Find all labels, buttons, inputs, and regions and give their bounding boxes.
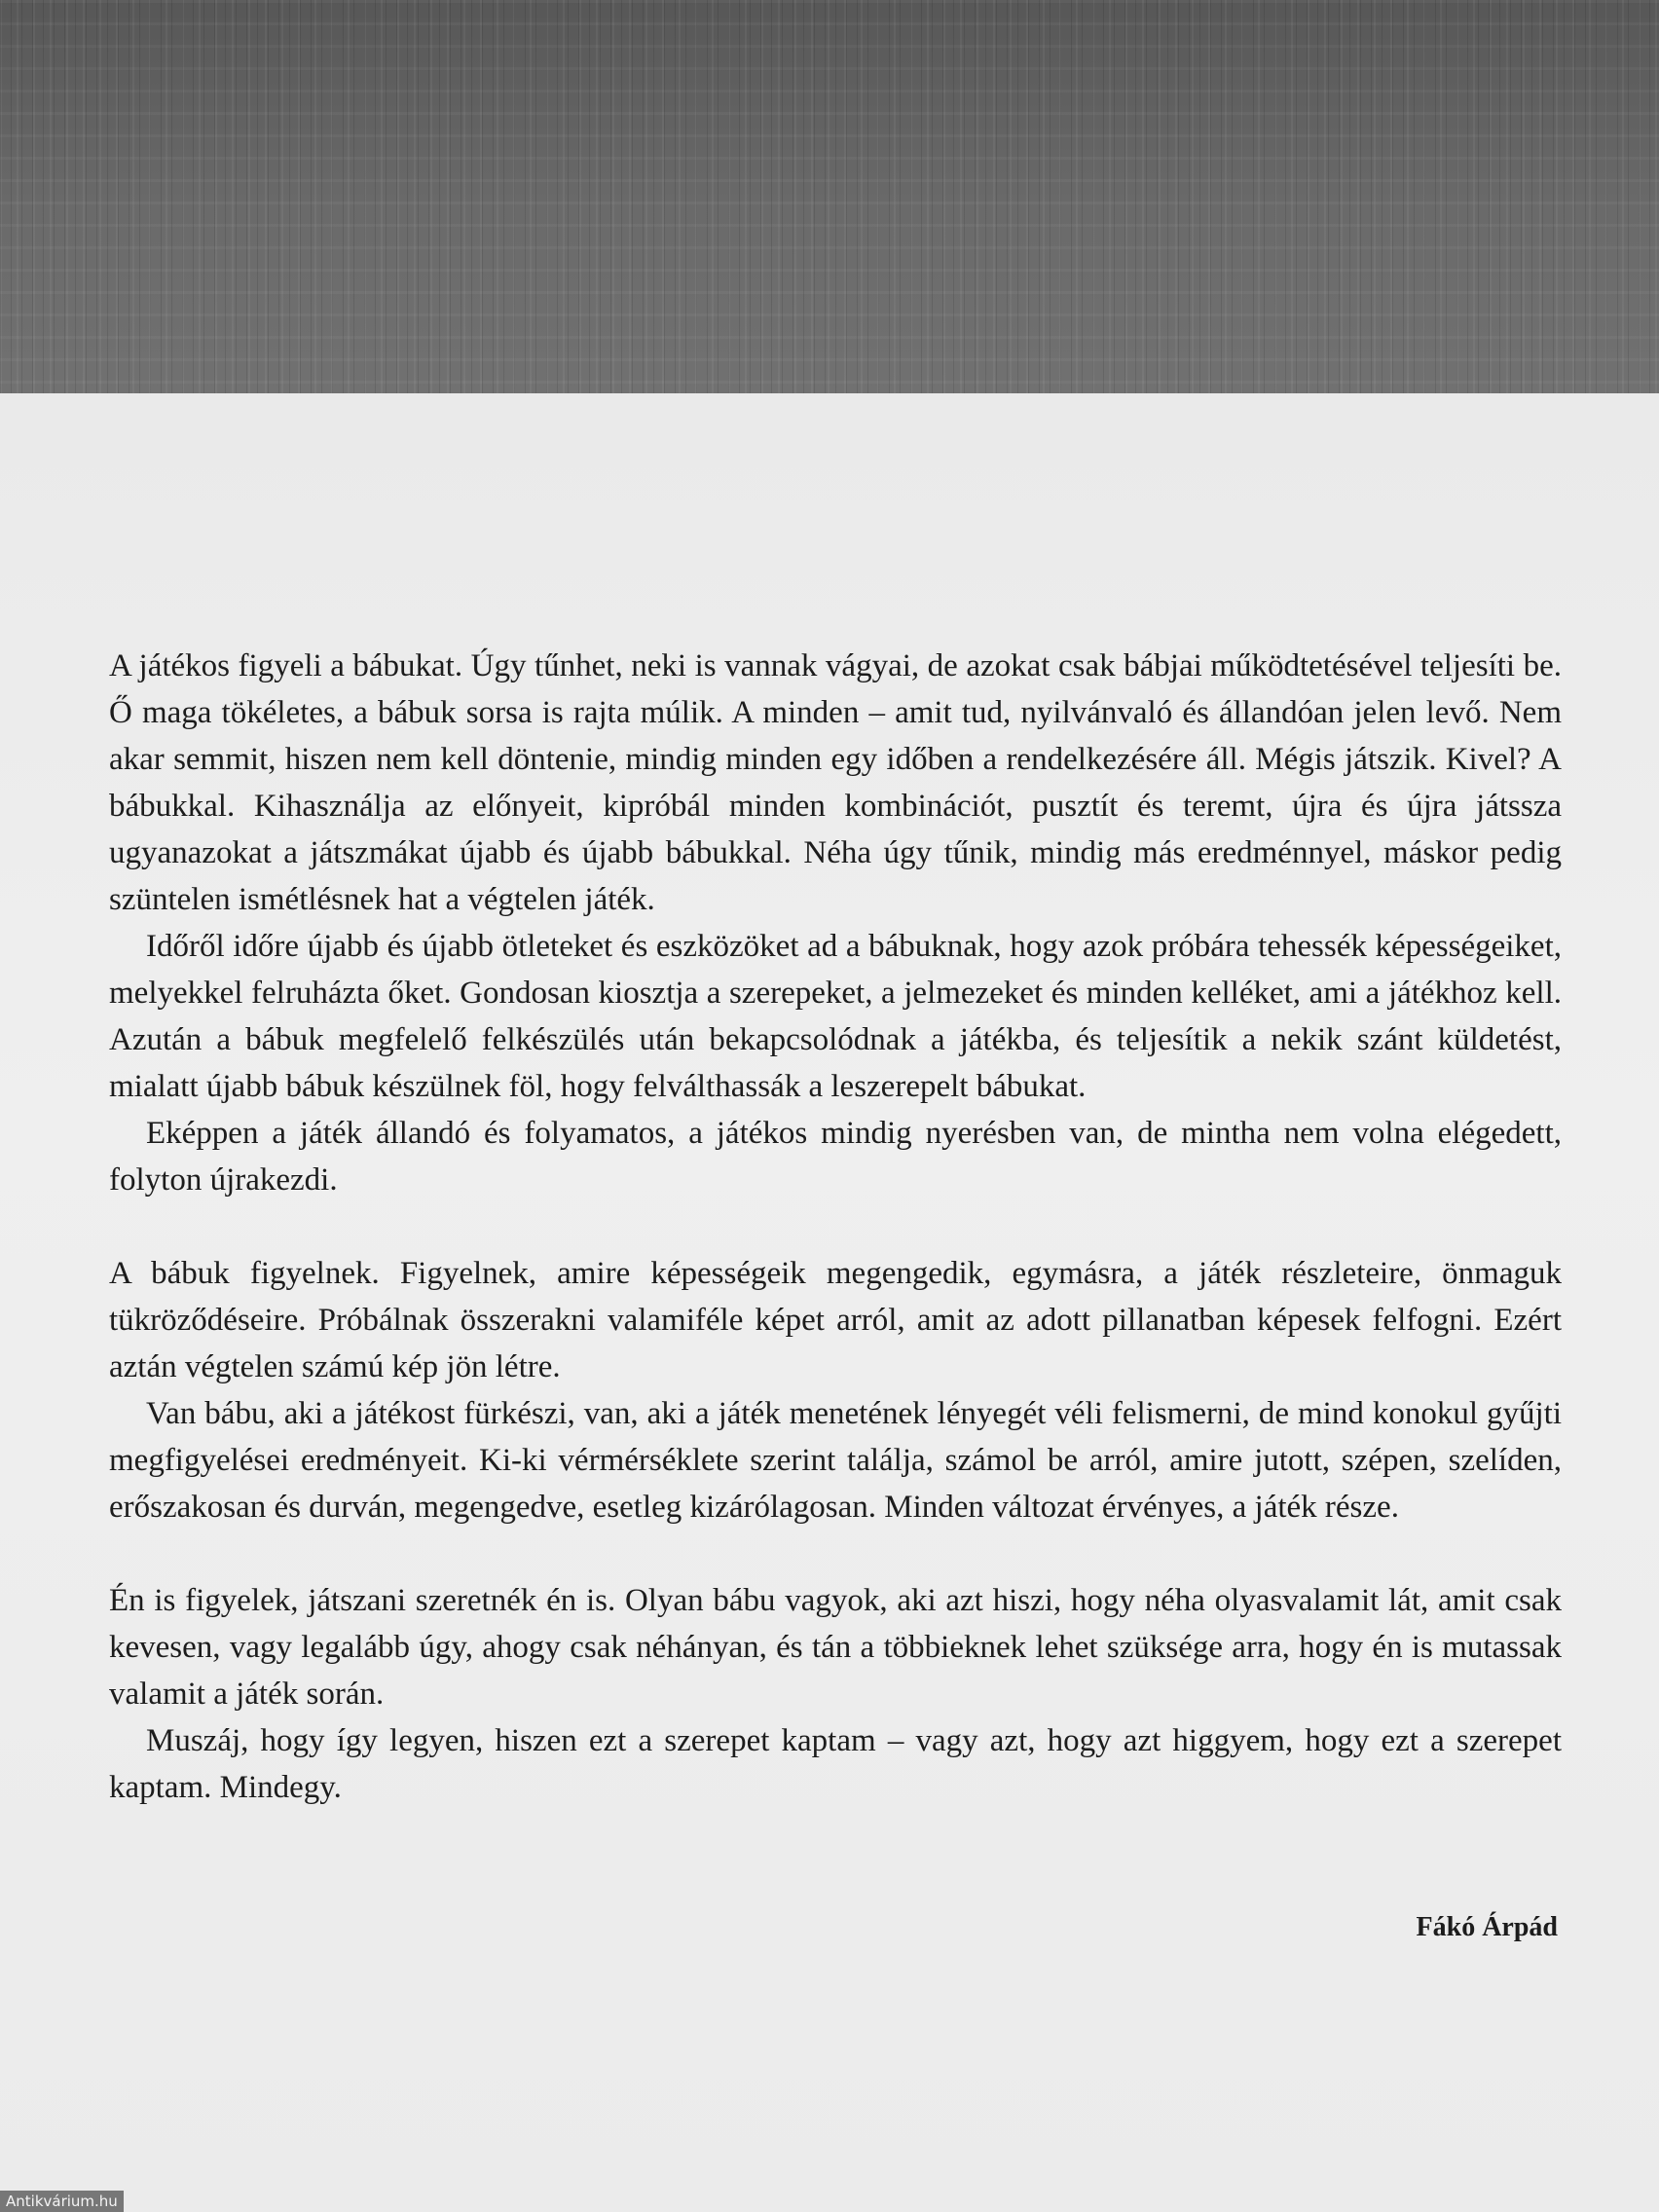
paragraph: A bábuk figyelnek. Figyelnek, amire képességeik megengedik, egymásra, a játék részleteire, önmaguk tükröződéseire. Próbálnak összerakni valamiféle képet arról, amit az adott pillanatban képesek felfogni. Ezért aztán végtelen számú kép jön létre. [109,1256,1562,1384]
essay-text [109,643,1562,1811]
paragraph: Muszáj, hogy így legyen, hiszen ezt a szerepet kaptam – vagy azt, hogy azt higgyem, hogy ezt a szerepet kaptam. Mindegy. [109,1723,1562,1805]
watermark: Antikvárium.hu [0,2191,124,2212]
paragraph: Én is figyelek, játszani szeretnék én is. Olyan bábu vagyok, aki azt hiszi, hogy néha olyasvalamit lát, amit csak kevesen, vagy legalább úgy, ahogy csak néhányan, és tán a többieknek lehet szüksége arra, hogy én is mutassak valamit a játék során. [109,1583,1562,1712]
paragraph: A játékos figyeli a bábukat. Úgy tűnhet, neki is vannak vágyai, de azokat csak bábjai működtetésével teljesíti be. Ő maga tökéletes, a bábuk sorsa is rajta múlik. A minden – amit tud, nyilvánvaló és állandóan jelen levő. Nem akar semmit, hiszen nem kell döntenie, mindig minden egy időben a rendelkezésére áll. Mégis játszik. Kivel? A bábukkal. Kihasználja az előnyeit, kipróbál minden kombinációt, pusztít és teremt, újra és újra játssza ugyanazokat a játszmákat újabb és újabb bábukkal. Néha úgy tűnik, mindig más eredménnyel, máskor pedig szüntelen ismétlésnek hat a végtelen játék. [109,648,1562,917]
section-gap [109,1530,1562,1577]
section-player [109,643,1562,1203]
section-self [109,1577,1562,1811]
section-gap [109,1203,1562,1250]
book-page [0,393,1659,2212]
wood-background [0,0,1659,419]
paragraph: Eképpen a játék állandó és folyamatos, a játékos mindig nyerésben van, de mintha nem volna elégedett, folyton újrakezdi. [109,1116,1562,1198]
paragraph: Van bábu, aki a játékost fürkészi, van, aki a játék menetének lényegét véli felismerni, de mind konokul gyűjti megfigyelései eredményeit. Ki-ki vérmérséklete szerint találja, számol be arról, amire jutott, szépen, szelíden, erőszakosan és durván, megengedve, esetleg kizárólagosan. Minden változat érvényes, a játék része. [109,1396,1562,1525]
paragraph: Időről időre újabb és újabb ötleteket és eszközöket ad a bábuknak, hogy azok próbára tehessék képességeiket, melyekkel felruházta őket. Gondosan kiosztja a szerepeket, a jelmezeket és minden kelléket, ami a játékhoz kell. Azután a bábuk megfelelő felkészülés után bekapcsolódnak a játékba, és teljesítik a nekik szánt küldetést, mialatt újabb bábuk készülnek föl, hogy felválthassák a leszerepelt bábukat. [109,929,1562,1104]
author-signature: Fákó Árpád [1416,1912,1558,1942]
section-pieces [109,1250,1562,1530]
